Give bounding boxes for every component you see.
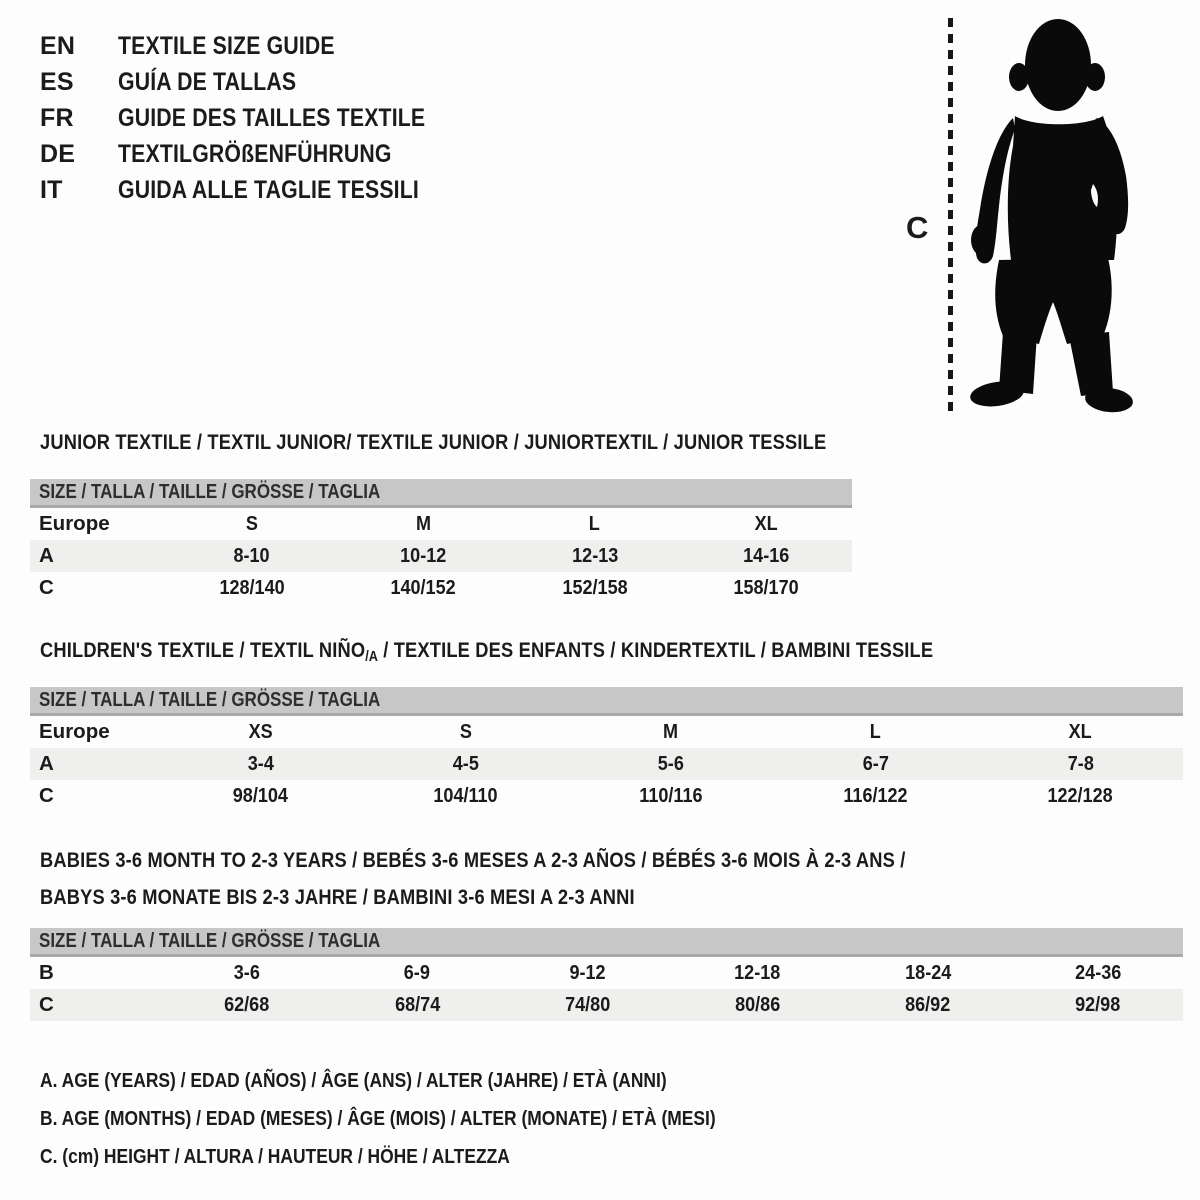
lang-code: DE [40,140,76,168]
lang-code: EN [40,32,76,60]
size-header-band: SIZE / TALLA / TAILLE / GRÖSSE / TAGLIA [30,928,1183,957]
table-cell: 110/116 [638,784,703,807]
nino-a-subscript: /A [365,648,378,665]
guide-title-en: TEXTILE SIZE GUIDE [118,32,335,60]
lang-row-it [40,172,480,208]
lang-row-fr [40,100,480,136]
table-row-height [30,780,1183,812]
children-section-title: CHILDREN'S TEXTILE / TEXTIL NIÑO/A / TEXTILE DES ENFANTS / KINDERTEXTIL / BAMBINI TESSILE [40,638,934,665]
lang-code: FR [40,104,74,132]
table-cell: 140/152 [390,576,456,599]
table-cell: 12-18 [734,961,781,984]
table-row-europe [30,508,852,540]
table-cell: 92/98 [1075,993,1121,1016]
note-age-years: A. AGE (YEARS) / EDAD (AÑOS) / ÂGE (ANS) / ALTER (JAHRE) / ETÀ (ANNI) [40,1069,667,1092]
language-title-list [40,28,480,208]
height-measure-label: C [906,210,929,245]
table-cell: 3-4 [247,752,274,775]
row-label: C [39,784,54,807]
baby-silhouette [963,14,1141,416]
table-cell: 104/110 [433,784,498,807]
table-cell: L [589,512,601,535]
lang-code: ES [40,68,74,96]
table-cell: 68/74 [394,993,440,1016]
lang-code: IT [40,176,63,204]
table-cell: S [245,512,258,535]
note-height-cm: C. (cm) HEIGHT / ALTURA / HAUTEUR / HÖHE / ALTEZZA [40,1145,510,1168]
row-label: A [39,544,54,567]
table-cell: 9-12 [569,961,606,984]
table-cell: 116/122 [843,784,908,807]
table-cell: 98/104 [232,784,289,807]
table-cell: S [459,720,472,743]
table-cell: 8-10 [233,544,270,567]
table-cell: 62/68 [224,993,270,1016]
table-cell: 152/158 [562,576,628,599]
table-cell: 6-7 [862,752,889,775]
row-label: A [39,752,54,775]
table-cell: XS [248,720,273,743]
row-label: B [39,961,54,984]
row-label: Europe [39,720,110,743]
guide-title-es: GUÍA DE TALLAS [118,68,297,96]
size-header-band: SIZE / TALLA / TAILLE / GRÖSSE / TAGLIA [30,479,852,508]
table-row-height [30,989,1183,1021]
lang-row-en [40,28,480,64]
table-cell: 10-12 [400,544,447,567]
table-cell: L [869,720,882,743]
table-cell: 24-36 [1074,961,1122,984]
table-cell: 12-13 [571,544,618,567]
size-header-band: SIZE / TALLA / TAILLE / GRÖSSE / TAGLIA [30,687,1183,716]
table-cell: 7-8 [1067,752,1094,775]
table-cell: 86/92 [905,993,951,1016]
table-cell: 3-6 [234,961,261,984]
table-cell: M [415,512,431,535]
guide-title-fr: GUIDE DES TAILLES TEXTILE [118,104,426,132]
children-size-table [30,687,1183,812]
table-cell: 4-5 [452,752,479,775]
guide-title-de: TEXTILGRÖßENFÜHRUNG [118,140,392,168]
table-row-age [30,748,1183,780]
row-label: C [39,576,54,599]
note-age-months: B. AGE (MONTHS) / EDAD (MESES) / ÂGE (MOIS) / ALTER (MONATE) / ETÀ (MESI) [40,1107,716,1130]
table-cell: XL [1068,720,1093,743]
lang-row-de [40,136,480,172]
lang-row-es [40,64,480,100]
junior-size-table [30,479,852,604]
junior-section-title: JUNIOR TEXTILE / TEXTIL JUNIOR/ TEXTILE JUNIOR / JUNIORTEXTIL / JUNIOR TESSILE [40,430,827,454]
table-row-age [30,540,852,572]
table-cell: 6-9 [404,961,431,984]
row-label: Europe [39,512,110,535]
row-label: C [39,993,54,1016]
height-measure-dashed-line [948,18,953,415]
table-cell: 80/86 [735,993,781,1016]
table-cell: 122/128 [1047,784,1114,807]
legend-notes [40,1062,835,1176]
table-cell: 5-6 [657,752,684,775]
babies-size-table [30,928,1183,1021]
table-row-height [30,572,852,604]
table-cell: 18-24 [904,961,951,984]
guide-title-it: GUIDA ALLE TAGLIE TESSILI [118,176,419,204]
table-cell: XL [754,512,778,535]
table-row-europe [30,716,1183,748]
table-cell: 74/80 [564,993,610,1016]
babies-section-title: BABIES 3-6 MONTH TO 2-3 YEARS / BEBÉS 3-6 MESES A 2-3 AÑOS / BÉBÉS 3-6 MOIS À 2-3 ANS / BABYS 3-6 MONATE BIS 2-3 JAHRE / BAMBINI 3-6 MESI A 2-3 ANNI [40,848,906,909]
table-cell: 14-16 [743,544,790,567]
table-cell: 128/140 [219,576,285,599]
table-cell: 158/170 [733,576,799,599]
table-cell: M [662,720,679,743]
table-row-months [30,957,1183,989]
